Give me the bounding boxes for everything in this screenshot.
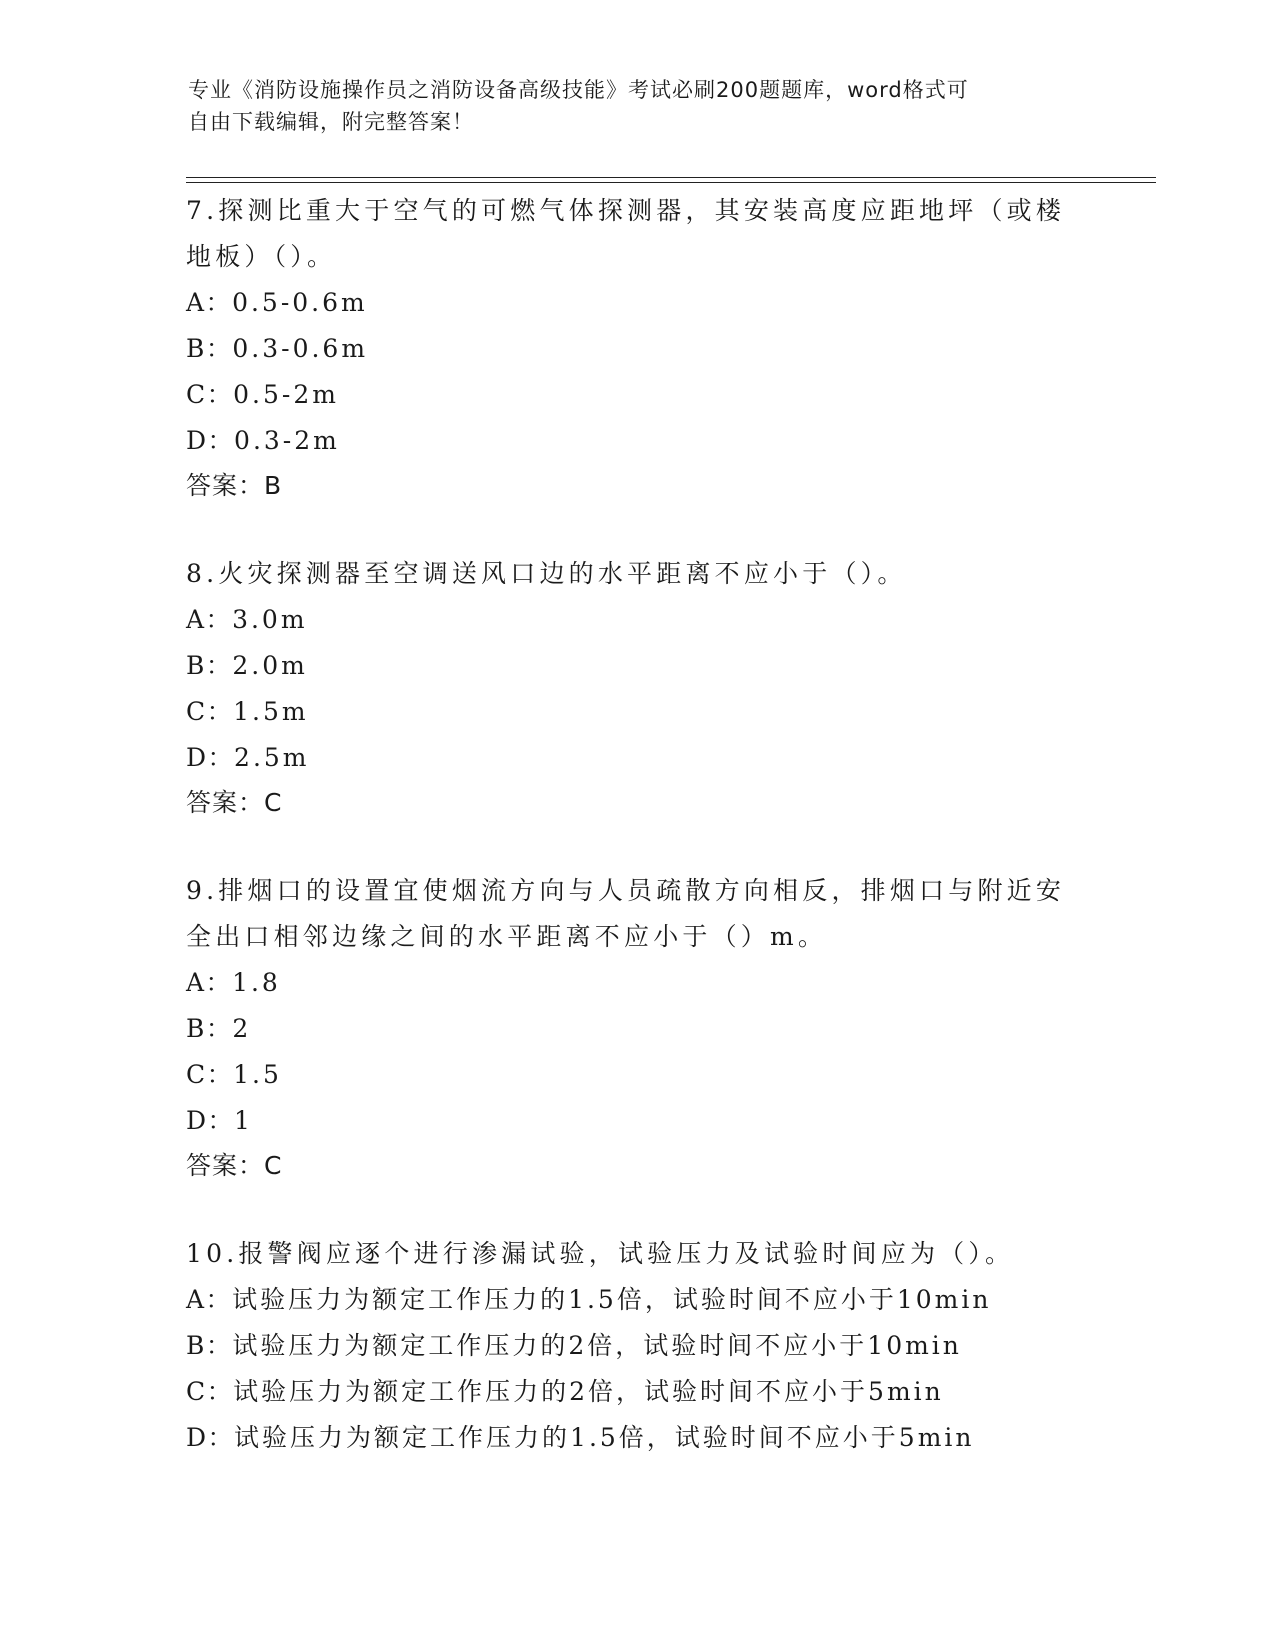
question-9 [186,868,1086,1188]
question-stem-line-2: 全出口相邻边缘之间的水平距离不应小于（）m。 [186,922,828,951]
question-stem-line-1: 8.火灾探测器至空调送风口边的水平距离不应小于（）。 [186,559,907,588]
question-8 [186,551,1086,825]
option-letter: C： [186,697,234,726]
option-letter: B： [186,1331,233,1360]
option-letter: A： [186,605,233,634]
option-b [186,1006,1086,1052]
option-text: 1.5 [233,1060,282,1089]
option-letter: D： [186,1423,235,1452]
option-b [186,326,1086,372]
header-line-1: 专业《消防设施操作员之消防设备高级技能》考试必刷200题题库，word格式可 [188,78,969,102]
option-d [186,735,1086,781]
option-c [186,689,1086,735]
option-text: 1.5m [233,697,309,726]
header-line-2: 自由下载编辑，附完整答案！ [188,110,474,134]
question-list [186,188,1086,1504]
question-10 [186,1231,1086,1461]
option-a [186,1277,1086,1323]
option-c [186,1052,1086,1098]
option-letter: A： [186,968,233,997]
option-letter: C： [186,1377,234,1406]
option-text: 2 [232,1014,252,1043]
option-text: 0.3-0.6m [232,334,369,363]
question-stem-line-1: 7.探测比重大于空气的可燃气体探测器，其安装高度应距地坪（或楼 [186,196,1066,225]
option-text: 0.5-0.6m [232,288,368,317]
option-text: 试验压力为额定工作压力的1.5倍，试验时间不应小于5min [234,1423,975,1452]
option-letter: C： [186,1060,234,1089]
option-a [186,960,1086,1006]
question-stem-line-1: 9.排烟口的设置宜使烟流方向与人员疏散方向相反，排烟口与附近安 [186,876,1066,905]
option-text: 3.0m [232,605,308,634]
document-header [188,74,1068,138]
option-text: 0.3-2m [234,426,340,455]
option-b [186,643,1086,689]
option-text: 试验压力为额定工作压力的2倍，试验时间不应小于5min [233,1377,944,1406]
option-letter: B： [186,1014,233,1043]
option-letter: C： [186,380,234,409]
answer-line: 答案：B [186,471,283,500]
option-a [186,280,1086,326]
header-divider-bottom [186,182,1156,183]
option-text: 0.5-2m [233,380,339,409]
option-d [186,1415,1086,1461]
option-d [186,1098,1086,1144]
question-7 [186,188,1086,508]
option-letter: A： [186,1285,233,1314]
option-text: 试验压力为额定工作压力的2倍，试验时间不应小于10min [232,1331,962,1360]
option-a [186,597,1086,643]
option-letter: B： [186,334,233,363]
header-divider-top [186,177,1156,178]
option-d [186,418,1086,464]
option-letter: B： [186,651,233,680]
option-letter: D： [186,426,235,455]
question-stem-line-1: 10.报警阀应逐个进行渗漏试验，试验压力及试验时间应为（）。 [186,1239,1015,1268]
answer-line: 答案：C [186,788,283,817]
option-c [186,372,1086,418]
option-text: 2.5m [234,743,310,772]
option-text: 1 [234,1106,253,1135]
option-letter: D： [186,1106,235,1135]
answer-line: 答案：C [186,1151,283,1180]
option-text: 2.0m [232,651,308,680]
option-b [186,1323,1086,1369]
option-text: 试验压力为额定工作压力的1.5倍，试验时间不应小于10min [232,1285,992,1314]
question-stem-line-2: 地板）（）。 [186,242,337,271]
option-c [186,1369,1086,1415]
option-letter: A： [186,288,233,317]
option-letter: D： [186,743,235,772]
option-text: 1.8 [232,968,281,997]
